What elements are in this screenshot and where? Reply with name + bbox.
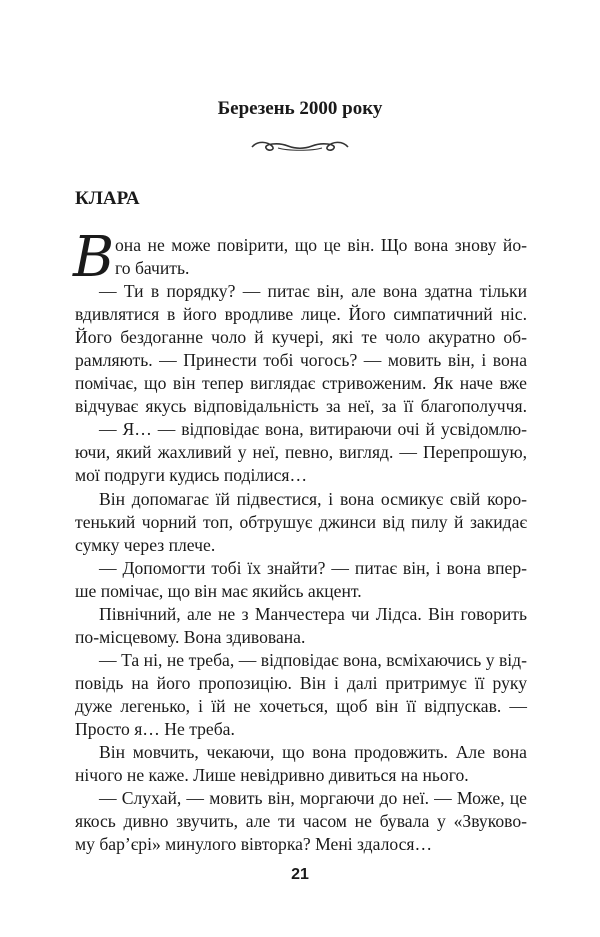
text-line: — Та ні, не треба, — відповідає вона, всміхаючись у від- — [99, 649, 527, 670]
section-title: Березень 2000 року — [217, 98, 383, 119]
text-line: Його бездоганне чоло й кучері, які те чоло акуратно об- — [75, 327, 527, 348]
text-line: якось дивно звучить, але ти часом не бувала у «Звуково- — [75, 811, 527, 832]
text-line: сумку через плече. — [75, 534, 216, 555]
text-line: тенький чорний топ, обтрушує джинси від пилу й закидає — [75, 511, 527, 532]
text-line: повідь на його пропозицію. Він і далі притримує її руку — [75, 672, 527, 693]
text-line: Він допомагає їй підвестися, і вона осмикує свій коро- — [99, 488, 527, 509]
text-line: Він мовчить, чекаючи, що вона продовжить. Але вона — [99, 742, 527, 763]
text-line: ючи, який жахливий у неї, певно, вигляд. — Перепрошую, — [75, 442, 527, 463]
text-line: — Допомогти тобі їх знайти? — питає він, і вона впер- — [99, 557, 527, 578]
flourish-ornament-icon — [248, 136, 352, 156]
body-text — [73, 225, 527, 856]
text-line: Просто я… Не треба. — [75, 718, 235, 739]
text-line: по-місцевому. Вона здивована. — [75, 626, 306, 647]
page-number: 21 — [291, 866, 309, 883]
drop-cap: В — [73, 225, 115, 290]
text-line: — Ти в порядку? — питає він, але вона здатна тільки — [99, 281, 527, 302]
text-line: го бачить. — [115, 258, 190, 279]
text-line: мої подруги кудись поділися… — [75, 465, 308, 486]
text-line: вдивлятися в його вродливе лице. Його симпатичний ніс. — [75, 304, 527, 325]
text-line: рамляють. — Принести тобі чогось? — мовить він, і вона — [75, 350, 527, 371]
text-line: нічого не каже. Лише невідривно дивиться на нього. — [75, 765, 469, 786]
text-line: — Слухай, — мовить він, моргаючи до неї. — Може, це — [99, 788, 527, 809]
text-line: відчуває якусь відповідальність за неї, за її благополуччя. — [75, 396, 527, 417]
text-line: — Я… — відповідає вона, витираючи очі й усвідомлю- — [99, 419, 527, 440]
text-line: дуже легенько, і їй не хочеться, щоб він її відпускав. — — [75, 695, 527, 716]
text-line: Північний, але не з Манчестера чи Лідса. Він говорить — [99, 603, 527, 624]
text-line: му бар’єрі» минулого вівторка? Мені здалося… — [75, 834, 433, 855]
text-line: ше помічає, що він має якийсь акцент. — [75, 580, 362, 601]
text-line: она не може повірити, що це він. Що вона знову йо- — [115, 235, 527, 255]
chapter-heading: КЛАРА — [75, 188, 140, 209]
text-line: помічає, що він тепер виглядає стривоженим. Як наче вже — [75, 373, 527, 394]
